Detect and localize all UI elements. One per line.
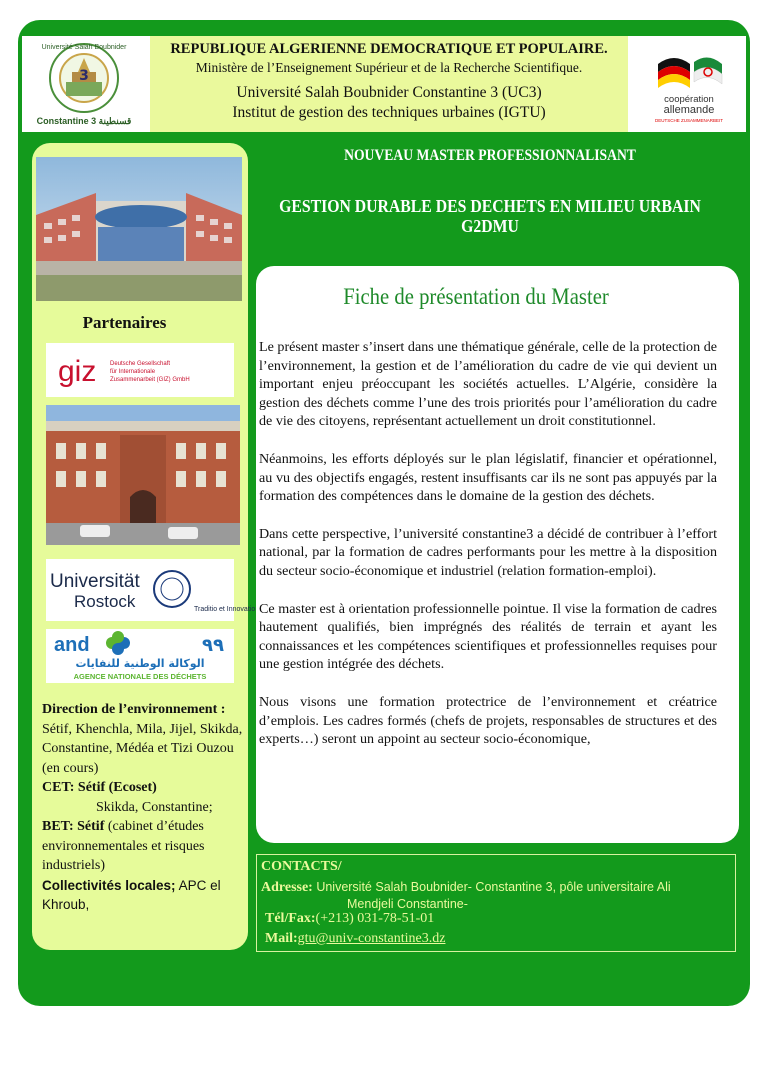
address-line2: Mendjeli Constantine- [347,897,468,911]
svg-text:Rostock: Rostock [74,592,136,611]
paragraph: Dans cette perspective, l’université constantine3 a décidé de contribuer à l’effort national, par la formation de cadres performants pour les mettre à la disposition du secteur socio-économique et industriel (relation formation-emploi). [259,525,717,579]
mail [265,931,445,947]
university-name: Université Salah Boubnider Constantine 3 (UC3) [236,84,542,101]
collectivites-text: APC el Khroub, [42,877,221,912]
header [22,36,746,132]
master-title-line1: GESTION DURABLE DES DECHETS EN MILIEU URBAIN [279,196,701,216]
svg-text:Universität: Universität [50,571,140,592]
paragraph: Nous visons une formation protectrice de l’environnement et créatrice d’emplois. Les cadres formés (chefs de projets, responsables de structures et des experts…) seront un appoint au secteur socio-économique, [259,693,717,748]
master-title [274,196,706,236]
svg-text:3: 3 [79,68,89,84]
address [261,879,731,912]
tel-label: Tél/Fax: [265,911,316,926]
svg-text:DEUTSCHE ZUSAMMENARBEIT: DEUTSCHE ZUSAMMENARBEIT [654,118,724,123]
fiche-title: Fiche de présentation du Master [343,284,609,309]
tel-value: (+213) 031-78-51-01 [315,911,435,926]
bet-label: BET: Sétif [42,819,105,834]
paragraph: Néanmoins, les efforts déployés sur le plan législatif, financier et opérationnel, au vu des objectifs engagés, restent insuffisants car ils ne sont pas appuyés par la formation des compétences dans le domaine de la gestion des déchets. [259,450,717,505]
presentation-card [256,266,739,843]
svg-text:Zusammenarbeit (GIZ) GmbH: Zusammenarbeit (GIZ) GmbH [110,377,190,383]
address-line1: Université Salah Boubnider- Constantine 3, pôle universitaire Ali [312,880,671,894]
contacts-box [256,854,736,952]
program-title: NOUVEAU MASTER PROFESSIONNALISANT [344,147,636,164]
bet-text: (cabinet d’études environnementales et risques industriels) [42,819,205,873]
cet-label: CET: Sétif (Ecoset) [42,780,157,795]
collectivites-label: Collectivités locales; [42,877,176,893]
svg-text:AGENCE NATIONALE DES DÉCHETS: AGENCE NATIONALE DES DÉCHETS [73,672,207,681]
giz-logo [46,343,234,397]
universitat-rostock-logo [46,559,256,621]
header-text-band [150,36,628,132]
and-agence-dechets-logo [46,629,234,683]
svg-text:allemande: allemande [663,104,715,116]
partners-panel [32,143,256,950]
ministry-line: Ministère de l’Enseignement Supérieur et de la Recherche Scientifique. [195,60,583,75]
svg-text:الوكالة الوطنية للنفايات: الوكالة الوطنية للنفايات [75,657,205,670]
contacts-title: CONTACTS/ [261,859,342,874]
presentation-text [259,338,717,768]
university-logo [26,38,142,130]
svg-text:and: and [54,634,90,656]
paragraph: Ce master est à orientation professionnelle pointue. Il vise la formation de cadres hautement qualifiés, bien imprégnés des réalités de terrain et ayant les connaissances et les compétences scientifiques et professionnelles requises pour une gestion intégrée des déchets. [259,600,717,673]
svg-text:٩٩: ٩٩ [202,635,224,656]
partners-title: Partenaires [82,313,167,332]
svg-text:Deutsche Gesellschaft: Deutsche Gesellschaft [110,361,171,367]
env-text: Sétif, Khenchla, Mila, Jijel, Skikda, Constantine, Médéa et Tizi Ouzou (en cours) [42,721,243,776]
svg-text:Constantine 3 قسنطينة: Constantine 3 قسنطينة [36,116,132,126]
rostock-building-photo [46,405,240,545]
paragraph: Le présent master s’insert dans une thématique générale, celle de la protection de l’environnement, la gestion et de l’amélioration du cadre de vie qui devient un important enjeu préoccupant les sociétés actuelles. L’Algérie, considère la gestion des déchets comme l’une des trois priorités pour l’amélioration du cadre de vie des citoyens, représentant actuellement un droit constitutionnel. [259,339,717,430]
mail-link[interactable]: gtu@univ-constantine3.dz [297,931,446,946]
tel-fax [265,911,434,927]
partners-details [42,700,248,915]
republic-title: REPUBLIQUE ALGERIENNE DEMOCRATIQUE ET POPULAIRE. [170,41,608,57]
master-acronym: G2DMU [461,216,519,236]
cooperation-allemande-logo [636,42,742,126]
env-label: Direction de l’environnement : [42,702,226,717]
address-label: Adresse: [261,880,313,895]
svg-text:für Internationale: für Internationale [110,369,156,375]
institute-name: Institut de gestion des techniques urbaines (IGTU) [232,104,546,121]
svg-text:giz: giz [58,355,97,388]
svg-text:coopération: coopération [664,94,714,105]
svg-text:Traditio et Innovatio: Traditio et Innovatio [194,606,256,613]
cet-text: Skikda, Constantine; [96,799,213,815]
svg-text:Université Salah Boubnider: Université Salah Boubnider [41,44,127,51]
mail-label: Mail: [265,931,298,946]
university-building-photo [36,157,242,301]
